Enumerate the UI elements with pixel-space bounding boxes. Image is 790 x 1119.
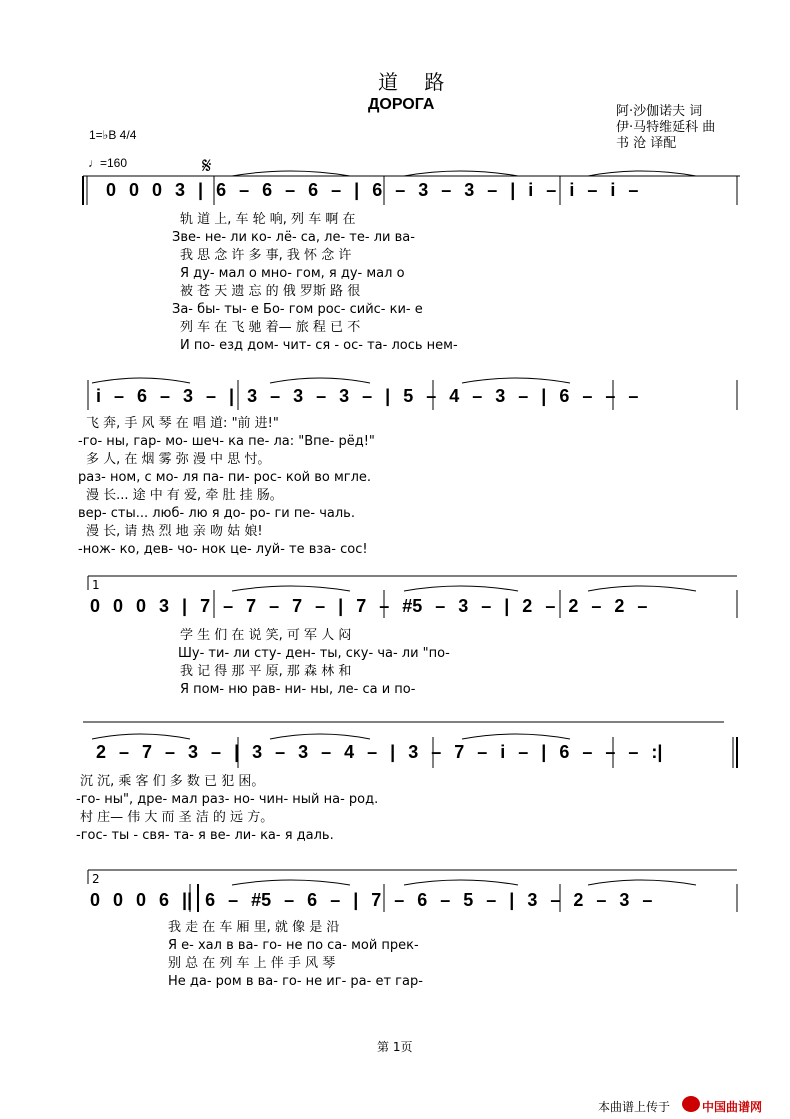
system-1-lyric-7: 列 车 在 飞 驰 着— 旅 程 已 不 bbox=[180, 320, 361, 335]
system-3-notes: 0 0 0 3 | 7 – 7 – 7 – | 7 – #5 – 3 – | 2 – 2 – 2 – bbox=[90, 596, 648, 616]
system-5-lyric-1: 我 走 在 车 厢 里, 就 像 是 沿 bbox=[168, 920, 340, 935]
system-2-lyric-7: 漫 长, 请 热 烈 地 亲 吻 姑 娘! bbox=[86, 524, 263, 539]
system-2-lyric-1: 飞 奔, 手 风 琴 在 唱 道: "前 进!" bbox=[86, 416, 279, 431]
song-title: 道 路 bbox=[378, 70, 455, 94]
translator-credit: 书 沧 译配 bbox=[616, 136, 677, 151]
system-1-lyric-8: И по- езд дом- чит- ся - ос- та- лось нем- bbox=[180, 338, 458, 353]
system-1-lyric-1: 轨 道 上, 车 轮 响, 列 车 啊 在 bbox=[180, 212, 356, 227]
system-2-lyric-3: 多 人, 在 烟 雾 弥 漫 中 思 忖。 bbox=[86, 452, 271, 467]
system-4-lyric-4: -гос- ты - свя- та- я ве- ли- ка- я даль. bbox=[76, 828, 334, 843]
system-5-notes: 0 0 0 6 || 6 – #5 – 6 – | 7 – 6 – 5 – | 3 – 2 – 3 – bbox=[90, 890, 653, 910]
system-5-lyric-4: Не да- ром в ва- го- не иг- ра- ет гар- bbox=[168, 974, 423, 989]
site-logo-icon bbox=[682, 1096, 700, 1112]
volta-2-label: 2 bbox=[92, 872, 100, 886]
upload-note: 本曲谱上传于 bbox=[598, 1100, 671, 1114]
system-1-notes: 0 0 0 3 | 6 – 6 – 6 – | 6 – 3 – 3 – | i – i – i – bbox=[106, 180, 639, 200]
system-3-lyric-4: Я пом- ню рав- ни- ны, ле- са и по- bbox=[180, 682, 416, 697]
segno-icon: 𝄋 bbox=[202, 154, 212, 179]
system-3-lyric-1: 学 生 们 在 说 笑, 可 军 人 闷 bbox=[180, 628, 352, 643]
system-2-lyric-8: -нож- ко, дев- чо- нок це- луй- те вза- сос! bbox=[78, 542, 368, 557]
system-1-lyric-5: 被 苍 天 遗 忘 的 俄 罗斯 路 很 bbox=[180, 284, 361, 299]
composer-credit: 伊·马特维延科 曲 bbox=[616, 120, 716, 135]
system-1-lyric-3: 我 思 念 许 多 事, 我 怀 念 许 bbox=[180, 248, 352, 263]
system-1-lyric-2: Зве- не- ли ко- лё- са, ле- те- ли ва- bbox=[172, 230, 415, 245]
song-subtitle: ДОРОГА bbox=[368, 96, 435, 113]
system-1-lyric-6: За- бы- ты- е Бо- гом рос- сийс- ки- е bbox=[172, 302, 423, 317]
site-logo-text: 中国曲谱网 bbox=[702, 1100, 763, 1114]
system-5-lyric-3: 别 总 在 列 车 上 伴 手 风 琴 bbox=[168, 956, 336, 971]
system-2-notes: i – 6 – 3 – | 3 – 3 – 3 – | 5 – 4 – 3 – | 6 – – – bbox=[96, 386, 639, 406]
system-4-lyric-3: 村 庄— 伟 大 而 圣 洁 的 远 方。 bbox=[80, 810, 274, 825]
tempo-marking: ♩=160 bbox=[88, 156, 128, 170]
lyricist-credit: 阿·沙伽诺夫 词 bbox=[616, 104, 703, 119]
system-1-lyric-4: Я ду- мал о мно- гом, я ду- мал о bbox=[180, 266, 405, 281]
system-2-lyric-4: раз- ном, с мо- ля па- пи- рос- кой во мгле. bbox=[78, 470, 372, 485]
system-4-lyric-2: -го- ны", дре- мал раз- но- чин- ный на- род. bbox=[76, 792, 379, 807]
system-4-notes: 2 – 7 – 3 – | 3 – 3 – 4 – | 3 – 7 – i – | 6 – – – :| bbox=[96, 742, 663, 762]
system-3-lyric-2: Шу- ти- ли сту- ден- ты, ску- ча- ли "по- bbox=[178, 646, 450, 661]
system-4-lyric-1: 沉 沉, 乘 客 们 多 数 已 犯 困。 bbox=[80, 774, 265, 789]
system-5-lyric-2: Я е- хал в ва- го- не по са- мой прек- bbox=[168, 938, 419, 953]
system-3-lyric-3: 我 记 得 那 平 原, 那 森 林 和 bbox=[180, 664, 352, 679]
volta-1-label: 1 bbox=[92, 578, 100, 592]
page-number: 第 1页 bbox=[377, 1040, 413, 1054]
system-2-lyric-6: вер- сты... люб- лю я до- ро- ги пе- чаль. bbox=[78, 506, 355, 521]
key-signature: 1=♭B 4/4 bbox=[89, 128, 137, 142]
system-2-lyric-5: 漫 长... 途 中 有 爱, 牵 肚 挂 肠。 bbox=[86, 488, 283, 503]
system-2-lyric-2: -го- ны, гар- мо- шеч- ка пе- ла: "Впе- рёд!" bbox=[78, 434, 375, 449]
